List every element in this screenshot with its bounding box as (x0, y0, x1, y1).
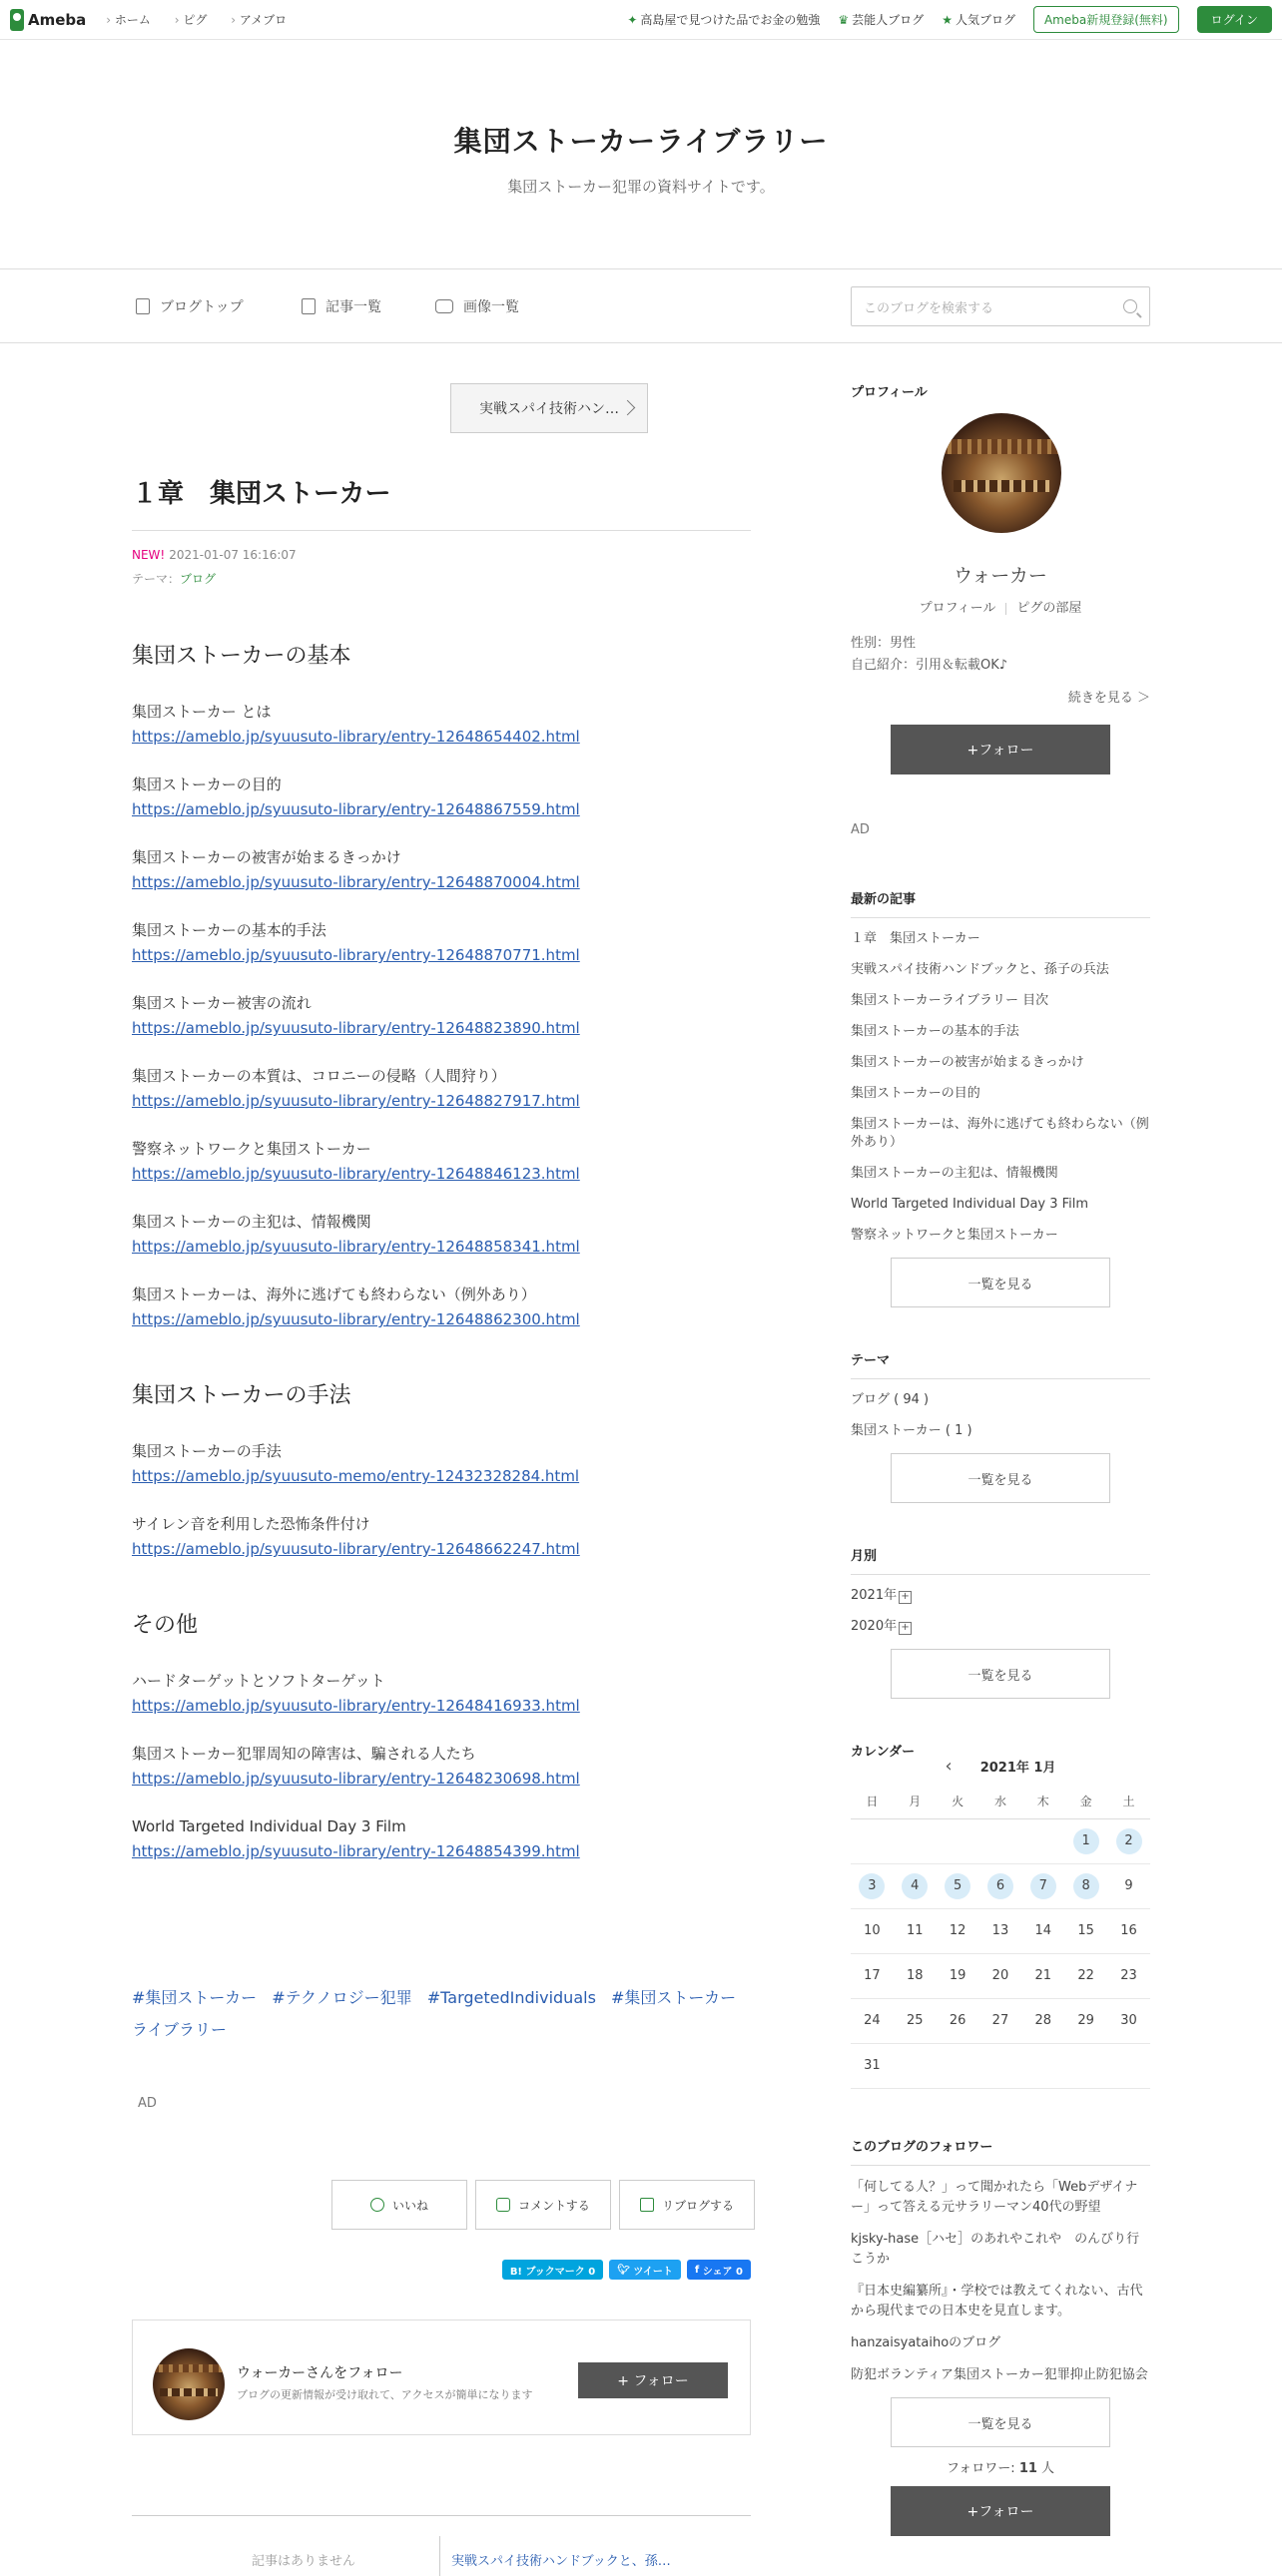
section-heading: その他 (132, 1613, 199, 1638)
calendar-day (1021, 1953, 1064, 1998)
calendar-day (894, 1953, 937, 1998)
entry-title: 集団ストーカーの手法 (132, 1442, 282, 1460)
share-buttons (502, 2260, 751, 2280)
followers-follow-button[interactable]: +フォロー (891, 2486, 1110, 2536)
section-heading: 集団ストーカーの手法 (132, 1383, 351, 1408)
calendar-day-number: 9 (1124, 1878, 1133, 1893)
theme-link[interactable]: 集団ストーカー ( 1 ) (851, 1423, 972, 1438)
divider (851, 917, 1150, 918)
pigg-room-link[interactable]: ピグの部屋 (1016, 601, 1082, 616)
recent-heading: 最新の記事 (851, 892, 917, 907)
calendar-day (1064, 2043, 1107, 2088)
promo-link[interactable]: ✦ 高島屋で見つけた品でお金の勉強 (627, 13, 821, 27)
entry-title: ハードターゲットとソフトターゲット (132, 1672, 385, 1690)
monthly-heading: 月別 (851, 1549, 878, 1564)
ad-label: AD (138, 2096, 157, 2111)
calendar-day (851, 1818, 894, 1863)
profile-intro: 自己紹介：引用＆転載OK♪ (851, 658, 1008, 673)
popular-blog-link[interactable]: ★ 人気ブログ (942, 13, 1015, 27)
calendar-day-number: 11 (906, 1923, 924, 1938)
author-avatar[interactable] (153, 2348, 225, 2420)
calendar-day (979, 1818, 1022, 1863)
entry-title: 集団ストーカー被害の流れ (132, 994, 312, 1012)
document-icon (136, 298, 150, 314)
calendar-day[interactable] (1064, 1818, 1107, 1863)
profile-avatar[interactable] (942, 413, 1061, 533)
calendar-day-number: 21 (1034, 1968, 1052, 1983)
entry-link[interactable]: https://ameblo.jp/syuusuto-library/entry-12648827917.html (132, 1092, 580, 1110)
entry-title: 集団ストーカーの本質は、コロニーの侵略（人間狩り） (132, 1067, 506, 1085)
recent-entry-link[interactable]: 集団ストーカーの被害が始まるきっかけ (851, 1055, 1084, 1070)
calendar-day (1021, 1998, 1064, 2043)
blog-search-input[interactable]: このブログを検索する (851, 286, 1150, 326)
calendar-day (1107, 1908, 1150, 1953)
calendar-weekdays (851, 1785, 1150, 1818)
follower-link[interactable]: 防犯ボランティア集団ストーカー犯罪抑止防犯協会 (851, 2367, 1148, 2382)
blog-description: 集団ストーカー犯罪の資料サイトです。 (507, 178, 775, 196)
calendar-day-number: 20 (991, 1968, 1009, 1983)
recent-entry-link[interactable]: 集団ストーカーの目的 (851, 1086, 980, 1101)
calendar-day-number: 14 (1034, 1923, 1052, 1938)
calendar-day-number: 24 (864, 2013, 881, 2028)
calendar-day[interactable] (1021, 1863, 1064, 1908)
entry-item (132, 991, 751, 1041)
theme-label: テーマ： (132, 572, 181, 586)
top-nav-pigg[interactable]: › ピグ (175, 13, 208, 27)
entry-title: 集団ストーカー犯罪周知の障害は、騙される人たち (132, 1745, 476, 1763)
calendar-day-number: 31 (864, 2058, 881, 2073)
theme-heading: テーマ (851, 1353, 891, 1368)
article-title[interactable]: １章 集団ストーカー (132, 473, 751, 531)
register-button[interactable]: Ameba新規登録(無料) (1033, 6, 1179, 33)
top-right-links (627, 6, 1272, 33)
article-pager (132, 2515, 751, 2569)
nav-entry-list[interactable]: 記事一覧 (302, 296, 381, 316)
divider (851, 1574, 1150, 1575)
divider (851, 2165, 1150, 2166)
recent-entry-link[interactable]: １章 集団ストーカー (851, 931, 980, 946)
followers-widget (851, 2136, 1150, 2536)
calendar-day-number: 16 (1120, 1923, 1137, 1938)
calendar-day (1021, 1818, 1064, 1863)
recent-entry-link[interactable]: 集団ストーカーは、海外に逃げても終わらない（例外あり） (851, 1117, 1149, 1150)
recent-entry-link[interactable]: 警察ネットワークと集団ストーカー (851, 1228, 1058, 1243)
weekday-label: 木 (1021, 1785, 1064, 1818)
tweet-button[interactable]: 🐦︎ ツイート (609, 2260, 681, 2280)
entry-title: 集団ストーカーの主犯は、情報機関 (132, 1213, 371, 1231)
article-body (132, 639, 751, 1887)
pager-next[interactable]: 実戦スパイ技術ハンドブックと、孫… (451, 2554, 671, 2569)
calendar-day (851, 1953, 894, 1998)
calendar-day (894, 2043, 937, 2088)
hashtag-list (132, 1982, 751, 2046)
hashtag-link[interactable]: #集団ストーカー (132, 1988, 258, 2007)
nav-blog-top[interactable]: ブログトップ (136, 296, 244, 316)
entry-item (132, 1210, 751, 1260)
facebook-share-button[interactable]: f シェア 0 (687, 2260, 751, 2280)
calendar-day-number: 22 (1077, 1968, 1094, 1983)
pager-prev: 記事はありません (252, 2554, 356, 2569)
reblog-button[interactable]: リブログする (619, 2180, 755, 2230)
calendar-day[interactable] (1107, 1818, 1150, 1863)
calendar-day-number: 1 (1073, 1828, 1099, 1854)
calendar-month: 2021年 1月 (979, 1761, 1056, 1776)
entry-link[interactable]: https://ameblo.jp/syuusuto-library/entry-12648846123.html (132, 1165, 580, 1183)
calendar-day (1064, 1953, 1107, 1998)
profile-name[interactable]: ウォーカー (954, 565, 1047, 587)
calendar-day (979, 1953, 1022, 1998)
celebrity-blog-link[interactable]: ♛ 芸能人ブログ (838, 13, 925, 27)
recent-see-all-button[interactable]: 一覧を見る (891, 1258, 1110, 1307)
calendar-day (1021, 2043, 1064, 2088)
follow-box-title: ウォーカーさんをフォロー (237, 2365, 403, 2381)
profile-heading: プロフィール (851, 385, 928, 400)
entry-link[interactable]: https://ameblo.jp/syuusuto-library/entry-12648654402.html (132, 728, 580, 746)
hatena-bookmark-button[interactable]: B! ブックマーク 0 (502, 2260, 603, 2280)
entry-item (132, 1669, 751, 1719)
calendar-week (851, 1998, 1150, 2043)
calendar-day (979, 1908, 1022, 1953)
twitter-icon: 🐦︎ (617, 2264, 634, 2276)
calendar-day (937, 1908, 979, 1953)
calendar-day-number: 19 (949, 1968, 966, 1983)
calendar-day (1107, 1998, 1150, 2043)
recent-entries-widget (851, 888, 1150, 1307)
calendar-day-number: 7 (1030, 1873, 1056, 1899)
calendar-day-number: 28 (1034, 2013, 1052, 2028)
follow-button[interactable]: + フォロー (578, 2362, 728, 2398)
entry-link[interactable]: https://ameblo.jp/syuusuto-library/entry-12648870004.html (132, 873, 580, 891)
calendar-day-number: 10 (864, 1923, 881, 1938)
entry-link[interactable]: https://ameblo.jp/syuusuto-library/entry-12648862300.html (132, 1310, 580, 1328)
top-nav-home[interactable]: › ホーム (106, 13, 151, 27)
entry-link[interactable]: https://ameblo.jp/syuusuto-library/entry-12648870771.html (132, 946, 580, 964)
entry-item (132, 1283, 751, 1332)
calendar-day (937, 1953, 979, 1998)
crown-icon: ♛ (838, 13, 850, 27)
entry-item (132, 1064, 751, 1114)
entry-item (132, 1137, 751, 1187)
calendar-day (1107, 2043, 1150, 2088)
follower-link[interactable]: kjsky-hase［ハセ］のあれやこれや のんびり行こうか (851, 2232, 1140, 2267)
copy-icon (302, 298, 316, 314)
top-nav-ameblo[interactable]: › アメブロ (231, 13, 287, 27)
weekday-label: 水 (979, 1785, 1022, 1818)
calendar-day-number: 29 (1077, 2013, 1094, 2028)
blog-title[interactable]: 集団ストーカーライブラリー (453, 125, 829, 158)
new-badge: NEW! (132, 548, 166, 562)
follower-count: フォロワー: 11 人 (946, 2461, 1055, 2476)
entry-link[interactable]: https://ameblo.jp/syuusuto-library/entry-12648867559.html (132, 800, 580, 818)
calendar-table (851, 1785, 1150, 2089)
calendar-week (851, 1953, 1150, 1998)
entry-item (132, 1439, 751, 1489)
recent-entry-link[interactable]: 集団ストーカーの主犯は、情報機関 (851, 1166, 1058, 1181)
calendar-day-number: 13 (991, 1923, 1009, 1938)
entry-link[interactable]: https://ameblo.jp/syuusuto-library/entry-12648854399.html (132, 1842, 580, 1860)
entry-item (132, 1814, 751, 1864)
calendar-day-number: 12 (949, 1923, 966, 1938)
calendar-day-number: 6 (987, 1873, 1013, 1899)
followers-see-all-button[interactable]: 一覧を見る (891, 2397, 1110, 2447)
weekday-label: 金 (1064, 1785, 1107, 1818)
hashtag-link[interactable]: #テクノロジー犯罪 (272, 1988, 412, 2007)
top-nav (96, 11, 297, 28)
chevron-left-icon[interactable]: ‹ (945, 1756, 953, 1777)
profile-link[interactable]: プロフィール (919, 601, 996, 616)
recent-entry-link[interactable]: 集団ストーカーライブラリー 目次 (851, 993, 1049, 1008)
theme-see-all-button[interactable]: 一覧を見る (891, 1453, 1110, 1503)
sidebar-follow-button[interactable]: +フォロー (891, 725, 1110, 774)
entry-title: 集団ストーカー とは (132, 703, 272, 721)
comment-button[interactable]: コメントする (475, 2180, 611, 2230)
entry-title: 集団ストーカーは、海外に逃げても終わらない（例外あり） (132, 1286, 536, 1303)
monthly-archive-widget (851, 1545, 1150, 1699)
calendar-day (1107, 1953, 1150, 1998)
entry-item (132, 700, 751, 750)
calendar-day (894, 1818, 937, 1863)
ameba-logo[interactable] (10, 9, 86, 31)
calendar-day-number: 26 (949, 2013, 966, 2028)
blog-nav (0, 269, 1282, 343)
like-button[interactable]: いいね (331, 2180, 467, 2230)
divider (1005, 603, 1006, 615)
calendar-heading: カレンダー (851, 1745, 916, 1760)
calendar-week (851, 1863, 1150, 1908)
nav-image-list[interactable]: 画像一覧 (435, 296, 519, 316)
month-link[interactable]: 2021年 + (851, 1587, 1150, 1605)
calendar-day (851, 1998, 894, 2043)
blog-header (0, 40, 1282, 269)
ameba-logo-icon (10, 9, 24, 31)
calendar-day (851, 1908, 894, 1953)
theme-widget (851, 1349, 1150, 1503)
calendar-day (937, 1818, 979, 1863)
comment-icon (496, 2198, 510, 2212)
calendar-widget (851, 1741, 1150, 2089)
facebook-icon: f (694, 2264, 703, 2276)
calendar-day (1107, 1863, 1150, 1908)
calendar-day (1064, 1998, 1107, 2043)
follower-link[interactable]: hanzaisyataihoのブログ (851, 2335, 1001, 2350)
calendar-day[interactable] (851, 1863, 894, 1908)
calendar-day (979, 2043, 1022, 2088)
calendar-week (851, 1818, 1150, 1863)
entry-item (132, 1512, 751, 1562)
profile-info (851, 633, 1007, 677)
entry-link[interactable]: https://ameblo.jp/syuusuto-library/entry-12648823890.html (132, 1019, 580, 1037)
logo-text: Ameba (28, 10, 87, 29)
follow-box (132, 2319, 751, 2435)
calendar-day (1064, 1908, 1107, 1953)
entry-item (132, 773, 751, 822)
calendar-day[interactable] (1064, 1863, 1107, 1908)
ad-label: AD (851, 822, 870, 837)
calendar-day[interactable] (894, 1863, 937, 1908)
entry-item (132, 845, 751, 895)
calendar-day (979, 1998, 1022, 2043)
hashtag-link[interactable]: #TargetedIndividuals (426, 1988, 596, 2007)
entry-link[interactable]: https://ameblo.jp/syuusuto-memo/entry-12432328284.html (132, 1467, 580, 1485)
section-heading: 集団ストーカーの基本 (132, 644, 351, 669)
star-icon: ✦ (627, 13, 638, 27)
entry-link[interactable]: https://ameblo.jp/syuusuto-library/entry-12648230698.html (132, 1770, 580, 1788)
calendar-day-number: 2 (1116, 1828, 1142, 1854)
calendar-day (937, 2043, 979, 2088)
calendar-day-number: 3 (859, 1873, 885, 1899)
entry-link[interactable]: https://ameblo.jp/syuusuto-library/entry-12648858341.html (132, 1238, 580, 1256)
entry-item (132, 918, 751, 968)
entry-item (132, 1742, 751, 1792)
camera-icon (435, 299, 453, 313)
calendar-week (851, 2043, 1150, 2088)
entry-title: 集団ストーカーの被害が始まるきっかけ (132, 848, 401, 866)
article-meta (132, 543, 297, 591)
follow-box-description: ブログの更新情報が受け取れて、アクセスが簡単になります (237, 2388, 533, 2401)
calendar-day-number: 17 (864, 1968, 881, 1983)
entry-link[interactable]: https://ameblo.jp/syuusuto-library/entry-12648662247.html (132, 1540, 580, 1558)
weekday-label: 火 (937, 1785, 979, 1818)
weekday-label: 日 (851, 1785, 894, 1818)
followers-heading: このブログのフォロワー (851, 2140, 993, 2155)
prev-article-button[interactable]: 実戦スパイ技術ハン… (450, 383, 648, 433)
reaction-buttons (331, 2180, 755, 2230)
pager-divider (439, 2536, 440, 2576)
entry-title: World Targeted Individual Day 3 Film (132, 1817, 406, 1835)
weekday-label: 土 (1107, 1785, 1150, 1818)
month-link[interactable]: 2020年 + (851, 1618, 1150, 1636)
calendar-day (937, 1998, 979, 2043)
divider (851, 1378, 1150, 1379)
entry-title: 警察ネットワークと集団ストーカー (132, 1140, 371, 1158)
calendar-day-number: 4 (902, 1873, 928, 1899)
calendar-day-number: 30 (1120, 2013, 1137, 2028)
entry-title: 集団ストーカーの目的 (132, 775, 282, 793)
recent-entry-link[interactable]: World Targeted Individual Day 3 Film (851, 1197, 1089, 1212)
calendar-day-number: 25 (906, 2013, 924, 2028)
calendar-day (1021, 1908, 1064, 1953)
star-icon: ★ (942, 13, 953, 27)
calendar-day-number: 8 (1073, 1873, 1099, 1899)
calendar-day (894, 1998, 937, 2043)
calendar-week (851, 1908, 1150, 1953)
calendar-day[interactable] (979, 1863, 1022, 1908)
calendar-day-number: 5 (945, 1873, 970, 1899)
monthly-see-all-button[interactable]: 一覧を見る (891, 1649, 1110, 1699)
search-icon[interactable] (1123, 299, 1137, 313)
entry-link[interactable]: https://ameblo.jp/syuusuto-library/entry-12648416933.html (132, 1697, 580, 1715)
calendar-day-number: 23 (1120, 1968, 1137, 1983)
entry-title: 集団ストーカーの基本的手法 (132, 921, 326, 939)
calendar-day (851, 2043, 894, 2088)
entry-title: サイレン音を利用した恐怖条件付け (132, 1515, 370, 1533)
reblog-icon (640, 2198, 654, 2212)
smile-icon (370, 2198, 384, 2212)
profile-links (851, 597, 1150, 616)
follower-link[interactable]: 『日本史編纂所』・学校では教えてくれない、古代から現代までの日本史を見直します。 (851, 2284, 1143, 2318)
hashtag-link[interactable]: #集団ストーカーライブラリー (132, 1988, 737, 2039)
calendar-day[interactable] (937, 1863, 979, 1908)
global-header (0, 0, 1282, 40)
calendar-days (851, 1818, 1150, 2088)
theme-link[interactable]: ブログ ( 94 ) (851, 1392, 930, 1407)
theme-link[interactable]: ブログ (180, 572, 217, 586)
login-button[interactable]: ログイン (1197, 6, 1272, 33)
recent-entry-link[interactable]: 集団ストーカーの基本的手法 (851, 1024, 1019, 1039)
follower-link[interactable]: 「何してる人？」って聞かれたら「Webデザイナー」って答える元サラリーマン40代の野望 (851, 2180, 1138, 2215)
calendar-day-number: 27 (991, 2013, 1009, 2028)
profile-gender: 性別：男性 (851, 636, 917, 651)
calendar-day-number: 15 (1077, 1923, 1094, 1938)
calendar-day (894, 1908, 937, 1953)
recent-entry-link[interactable]: 実戦スパイ技術ハンドブックと、孫子の兵法 (851, 962, 1109, 977)
calendar-day-number: 18 (906, 1968, 924, 1983)
article-date: 2021-01-07 16:16:07 (169, 548, 297, 562)
profile-more-link[interactable]: 続きを見る ＞ (1067, 691, 1150, 706)
weekday-label: 月 (894, 1785, 937, 1818)
